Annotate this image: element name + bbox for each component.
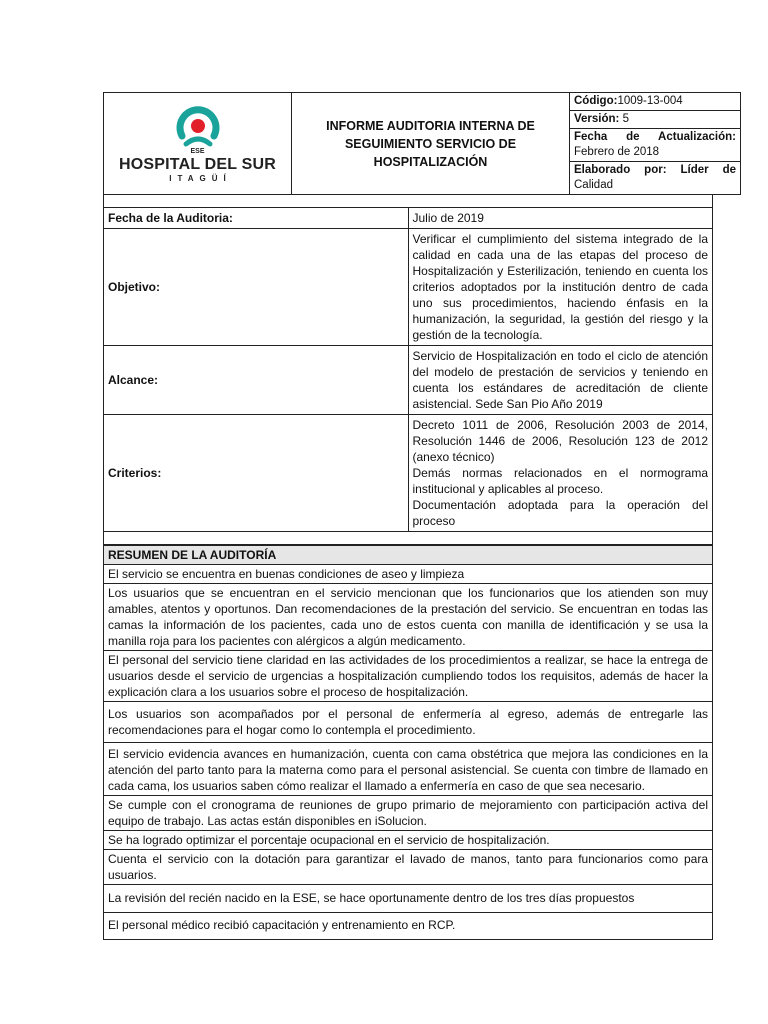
document xyxy=(103,92,736,940)
summary-item: El personal del servicio tiene claridad en las actividades de los procedimientos a realizar, se hace la entrega de usuarios desde el servicio de urgencias a hospitalización cumpliendo todos los requisitos, además de hacer la explicación clara a los usuarios sobre el proceso de hospitalización. xyxy=(104,651,713,702)
summary-item: Se ha logrado optimizar el porcentaje ocupacional en el servicio de hospitalización. xyxy=(104,831,713,850)
objetivo-label: Objetivo: xyxy=(104,229,409,346)
fecha-actualizacion-value: Febrero de 2018 xyxy=(574,146,660,158)
criterios-value xyxy=(408,415,713,532)
criterios-line-1: Decreto 1011 de 2006, Resolución 2003 de 2014, Resolución 1446 de 2006, Resolución 123 de 2012 (anexo técnico) xyxy=(412,418,708,464)
logo-cell xyxy=(104,93,292,195)
version-row xyxy=(570,111,740,129)
hospital-emblem-icon xyxy=(172,104,224,150)
summary-table xyxy=(103,545,713,940)
fecha-auditoria-label: Fecha de la Auditoria: xyxy=(104,208,409,229)
version-value: 5 xyxy=(622,113,629,125)
summary-item: El personal médico recibió capacitación y entrenamiento en RCP. xyxy=(104,913,713,940)
alcance-value: Servicio de Hospitalización en todo el ciclo de atención del modelo de prestación de servicios y teniendo en cuenta los estándares de acreditación de cliente asistencial. Sede San Pio Año 2019 xyxy=(408,346,713,415)
summary-heading: RESUMEN DE LA AUDITORÍA xyxy=(104,546,713,565)
codigo-row xyxy=(570,93,740,111)
logo-city-text: ITAGÜÍ xyxy=(169,173,232,183)
summary-item: Cuenta el servicio con la dotación para garantizar el lavado de manos, tanto para funcionarios como para usuarios. xyxy=(104,850,713,885)
logo-name-text: HOSPITAL DEL SUR xyxy=(119,155,276,173)
logo-ese-text: ESE xyxy=(190,147,205,155)
fecha-actualizacion-label: Fecha de Actualización: xyxy=(574,131,736,143)
hospital-logo xyxy=(104,95,291,193)
audit-info-table xyxy=(103,195,713,545)
objetivo-value: Verificar el cumplimiento del sistema integrado de la calidad en cada una de las etapas del proceso de Hospitalización y Esterilización, teniendo en cuenta los criterios adoptados por la institución dentro de cada uno sus procedimientos, haciendo énfasis en la humanización, la seguridad, la gestión del riesgo y la gestión de la tecnología. xyxy=(408,229,713,346)
summary-item: Los usuarios que se encuentran en el servicio mencionan que los funcionarios que los atienden son muy amables, atentos y oportunos. Dan recomendaciones de la prestación del servicio. Se encuentran en todas las camas la información de los pacientes, cada uno de estos cuenta con manilla de identificación y se usa la manilla roja para los pacientes con alérgicos a algún medicamento. xyxy=(104,584,713,651)
alcance-label: Alcance: xyxy=(104,346,409,415)
criterios-line-3: Documentación adoptada para la operación del proceso xyxy=(412,498,708,528)
codigo-label: Código: xyxy=(574,95,618,107)
header-table xyxy=(103,92,741,195)
summary-item: El servicio evidencia avances en humanización, cuenta con cama obstétrica que mejora las condiciones en la atención del parto tanto para la materna como para el personal asistencial. Se cuenta con timbre de llamado en cada cama, los usuarios saben cómo realizar el llamado a enfermería en caso de que sea necesario. xyxy=(104,743,713,796)
criterios-line-2: Demás normas relacionados en el normograma institucional y aplicables al proceso. xyxy=(412,466,708,496)
elaborado-value: Calidad xyxy=(574,179,613,191)
summary-item: Se cumple con el cronograma de reuniones de grupo primario de mejoramiento con participación activa del equipo de trabajo. Las actas están disponibles en iSolucion. xyxy=(104,796,713,831)
criterios-label: Criterios: xyxy=(104,415,409,532)
elaborado-label: Elaborado por: Líder de xyxy=(574,164,736,176)
summary-item: Los usuarios son acompañados por el personal de enfermería al egreso, además de entregarle las recomendaciones para el hogar como lo contempla el procedimiento. xyxy=(104,702,713,743)
elaborado-row xyxy=(570,162,740,194)
document-title: INFORME AUDITORIA INTERNA DE SEGUIMIENTO SERVICIO DE HOSPITALIZACIÓN xyxy=(292,93,570,195)
document-metadata xyxy=(570,93,741,195)
fecha-auditoria-value: Julio de 2019 xyxy=(408,208,713,229)
codigo-value: 1009-13-004 xyxy=(617,95,683,107)
version-label: Versión: xyxy=(574,113,620,125)
summary-item: La revisión del recién nacido en la ESE, se hace oportunamente dentro de los tres días propuestos xyxy=(104,885,713,913)
fecha-actualizacion-row xyxy=(570,129,740,162)
summary-item: El servicio se encuentra en buenas condiciones de aseo y limpieza xyxy=(104,565,713,584)
